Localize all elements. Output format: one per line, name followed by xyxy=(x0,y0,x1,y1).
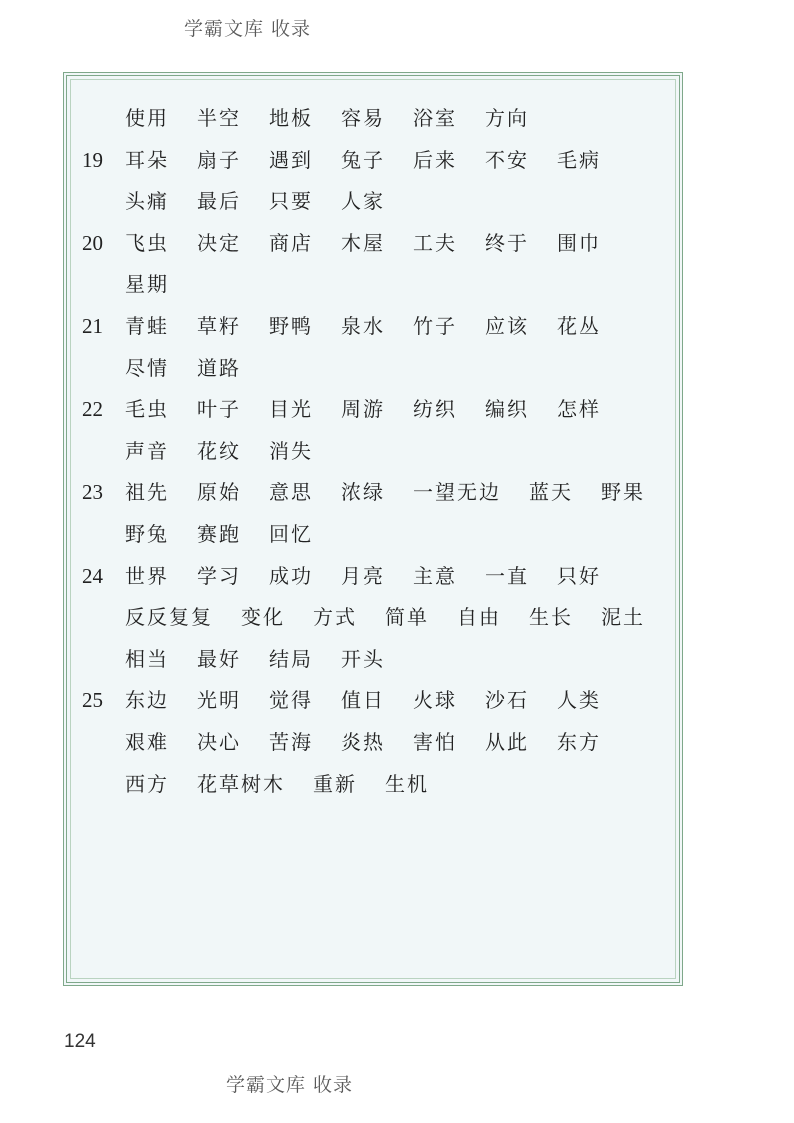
vocabulary-word: 一望无边 xyxy=(413,480,501,505)
word-group xyxy=(125,311,629,341)
vocabulary-word: 简单 xyxy=(385,605,429,630)
lesson-number: 23 xyxy=(82,480,103,505)
vocabulary-word: 自由 xyxy=(457,605,501,630)
vocabulary-word: 世界 xyxy=(125,563,169,588)
vocabulary-word: 重新 xyxy=(313,771,357,796)
vocabulary-word: 生机 xyxy=(385,771,429,796)
vocabulary-word: 成功 xyxy=(269,563,313,588)
vocabulary-word: 商店 xyxy=(269,230,313,255)
lesson-number: 22 xyxy=(82,397,103,422)
vocabulary-word: 后来 xyxy=(413,147,457,172)
vocabulary-word: 叶子 xyxy=(197,397,241,422)
vocabulary-word: 祖先 xyxy=(125,480,169,505)
vocabulary-word: 苦海 xyxy=(269,730,313,754)
vocabulary-word: 意思 xyxy=(269,480,313,505)
word-group xyxy=(125,269,197,299)
vocabulary-word: 从此 xyxy=(485,730,529,754)
vocabulary-word: 木屋 xyxy=(341,230,385,255)
vocabulary-word: 浴室 xyxy=(413,106,457,130)
vocabulary-word: 草籽 xyxy=(197,314,241,338)
word-group xyxy=(125,769,457,799)
word-group xyxy=(125,519,341,549)
vocabulary-word: 方向 xyxy=(485,106,529,130)
vocabulary-word: 头痛 xyxy=(125,189,169,214)
vocabulary-word: 蓝天 xyxy=(529,480,573,505)
word-group xyxy=(125,477,673,507)
vocabulary-word: 东边 xyxy=(125,688,169,713)
vocabulary-word: 人类 xyxy=(557,688,601,713)
vocabulary-word: 值日 xyxy=(341,688,385,713)
vocabulary-word: 炎热 xyxy=(341,730,385,754)
vocabulary-word: 赛跑 xyxy=(197,522,241,546)
vocabulary-word: 遇到 xyxy=(269,147,313,172)
vocabulary-word: 开头 xyxy=(341,646,385,671)
word-group xyxy=(125,602,673,632)
word-group xyxy=(125,644,413,674)
vocabulary-word: 原始 xyxy=(197,480,241,505)
word-group xyxy=(125,394,629,424)
vocabulary-word: 东方 xyxy=(557,730,601,754)
vocabulary-word: 花丛 xyxy=(557,314,601,338)
vocabulary-word: 主意 xyxy=(413,563,457,588)
vocabulary-word: 泉水 xyxy=(341,314,385,338)
vocabulary-word: 野鸭 xyxy=(269,314,313,338)
vocabulary-word: 泥土 xyxy=(601,605,645,630)
word-group xyxy=(125,685,629,715)
vocabulary-word: 怎样 xyxy=(557,397,601,422)
vocabulary-word: 野兔 xyxy=(125,522,169,546)
vocabulary-word: 围巾 xyxy=(557,230,601,255)
vocabulary-word: 声音 xyxy=(125,438,169,463)
vocabulary-word: 容易 xyxy=(341,106,385,130)
vocabulary-word: 花草树木 xyxy=(197,771,285,796)
vocabulary-word: 最后 xyxy=(197,189,241,214)
vocabulary-word: 花纹 xyxy=(197,438,241,463)
vocabulary-word: 西方 xyxy=(125,771,169,796)
vocabulary-word: 星期 xyxy=(125,272,169,297)
vocabulary-word: 月亮 xyxy=(341,563,385,588)
vocabulary-word: 野果 xyxy=(601,480,645,505)
vocabulary-word: 沙石 xyxy=(485,688,529,713)
vocabulary-word: 半空 xyxy=(197,106,241,130)
vocabulary-word: 工夫 xyxy=(413,230,457,255)
vocabulary-word: 只要 xyxy=(269,189,313,214)
watermark-top: 学霸文库 收录 xyxy=(184,18,312,40)
word-group xyxy=(125,186,413,216)
vocabulary-word: 一直 xyxy=(485,563,529,588)
vocabulary-word: 生长 xyxy=(529,605,573,630)
vocabulary-word: 目光 xyxy=(269,397,313,422)
vocabulary-word: 兔子 xyxy=(341,147,385,172)
lesson-number: 20 xyxy=(82,230,103,255)
word-group xyxy=(125,103,557,133)
word-group xyxy=(125,228,629,258)
vocabulary-word: 害怕 xyxy=(413,730,457,754)
page-number: 124 xyxy=(64,1031,96,1052)
word-group xyxy=(125,561,629,591)
vocabulary-word: 决心 xyxy=(197,730,241,754)
lesson-number: 25 xyxy=(82,688,103,713)
vocabulary-word: 毛虫 xyxy=(125,397,169,422)
vocabulary-word: 消失 xyxy=(269,438,313,463)
vocabulary-word: 尽情 xyxy=(125,355,169,380)
vocabulary-word: 反反复复 xyxy=(125,605,213,630)
vocabulary-word: 青蛙 xyxy=(125,314,169,338)
watermark-bottom: 学霸文库 收录 xyxy=(226,1074,354,1096)
vocabulary-word: 人家 xyxy=(341,189,385,214)
vocabulary-word: 地板 xyxy=(269,106,313,130)
vocabulary-word: 周游 xyxy=(341,397,385,422)
vocabulary-word: 相当 xyxy=(125,646,169,671)
lesson-number: 19 xyxy=(82,147,103,172)
vocabulary-word: 变化 xyxy=(241,605,285,630)
vocabulary-word: 编织 xyxy=(485,397,529,422)
vocabulary-word: 方式 xyxy=(313,605,357,630)
lesson-number: 24 xyxy=(82,563,103,588)
vocabulary-word: 决定 xyxy=(197,230,241,255)
vocabulary-word: 浓绿 xyxy=(341,480,385,505)
word-group xyxy=(125,145,629,175)
word-group xyxy=(125,353,269,383)
vocabulary-word: 应该 xyxy=(485,314,529,338)
vocabulary-word: 不安 xyxy=(485,147,529,172)
vocabulary-word: 觉得 xyxy=(269,688,313,713)
vocabulary-word: 学习 xyxy=(197,563,241,588)
vocabulary-word: 竹子 xyxy=(413,314,457,338)
word-group xyxy=(125,436,341,466)
vocabulary-word: 只好 xyxy=(557,563,601,588)
vocabulary-word: 终于 xyxy=(485,230,529,255)
vocabulary-word: 纺织 xyxy=(413,397,457,422)
vocabulary-word: 最好 xyxy=(197,646,241,671)
vocabulary-word: 毛病 xyxy=(557,147,601,172)
lesson-number: 21 xyxy=(82,314,103,338)
word-group xyxy=(125,727,629,757)
vocabulary-word: 结局 xyxy=(269,646,313,671)
vocabulary-word: 耳朵 xyxy=(125,147,169,172)
vocabulary-word: 飞虫 xyxy=(125,230,169,255)
vocabulary-word: 道路 xyxy=(197,355,241,380)
vocabulary-word: 光明 xyxy=(197,688,241,713)
vocabulary-word: 回忆 xyxy=(269,522,313,546)
vocabulary-word: 艰难 xyxy=(125,730,169,754)
vocabulary-word: 火球 xyxy=(413,688,457,713)
vocabulary-word: 扇子 xyxy=(197,147,241,172)
vocabulary-word: 使用 xyxy=(125,106,169,130)
